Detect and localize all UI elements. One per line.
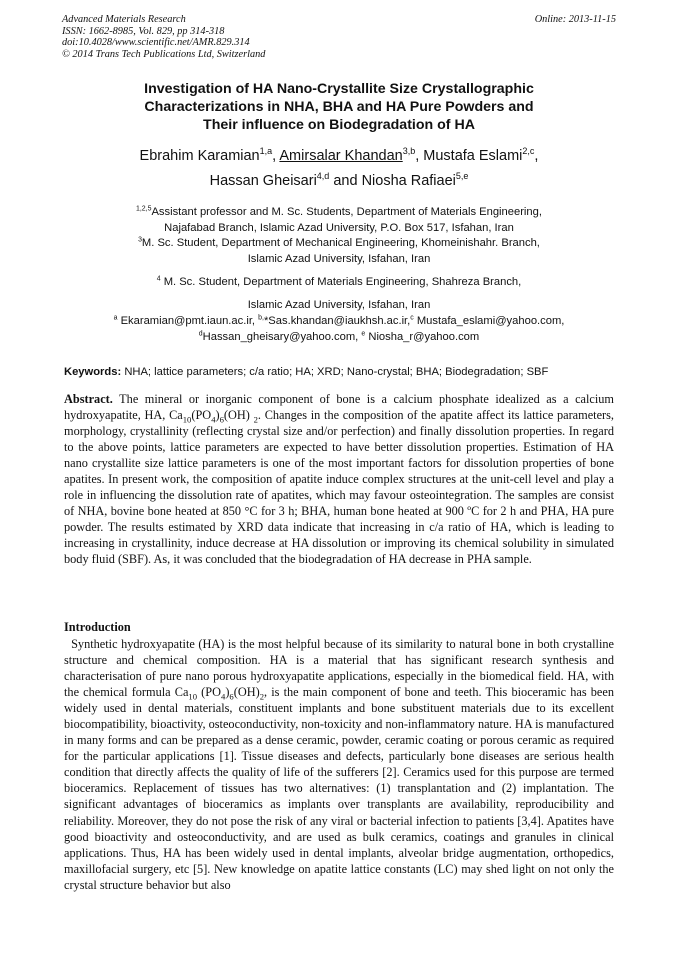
body-text: (PO <box>197 685 221 700</box>
affiliation-line: M. Sc. Student, Department of Mechanical Engineering, Khomeinishahr. Branch, <box>141 237 540 249</box>
title-line: Characterizations in NHA, BHA and HA Pure Powders and <box>144 99 534 115</box>
keywords-label: Keywords: <box>64 366 122 378</box>
affiliation-line: Assistant professor and M. Sc. Students, Department of Materials Engineering, <box>151 206 542 218</box>
email-sup: e <box>361 329 366 337</box>
email-sup: b, <box>258 314 264 322</box>
subscript: 10 <box>188 691 198 702</box>
affiliation-line: Najafabad Branch, Islamic Azad University, P.O. Box 517, Isfahan, Iran <box>164 221 514 234</box>
affiliation-line: Islamic Azad University, Isfahan, Iran <box>247 252 431 265</box>
author-sup: 3,b <box>402 146 416 157</box>
affiliation-sup: 4 <box>156 275 161 283</box>
author-list: Ebrahim Karamian$^{1,a}$, Amirsalar Khandan$^{3,b}$, Mustafa Eslami$^{2,c}$, Hassan Gheisari$^{4,d}$ and Niosha Rafiaei$^{5,e}$ <box>139 146 539 189</box>
affiliation-line: Islamic Azad University, Isfahan, Iran <box>247 299 431 311</box>
affiliation <box>60 236 618 267</box>
body-text: (OH) <box>233 685 260 700</box>
author-name: Mustafa Eslami <box>423 148 523 164</box>
author-name: Amirsalar Khandan <box>279 148 403 164</box>
doi: doi:10.4028/www.scientific.net/AMR.829.314 <box>62 37 250 49</box>
affiliation-sup: 3 <box>138 236 142 244</box>
keywords-text: NHA; lattice parameters; c/a ratio; HA; XRD; Nano-crystal; BHA; Biodegradation; SBF <box>124 366 549 378</box>
abstract-text: ) <box>215 408 220 423</box>
introduction-body <box>64 636 614 893</box>
affiliation <box>60 205 618 236</box>
title-line: Investigation of HA Nano-Crystallite Size Crystallographic <box>144 81 534 97</box>
email: Hassan_gheisary@yahoo.com, <box>202 330 359 343</box>
keywords <box>64 366 624 378</box>
copyright: © 2014 Trans Tech Publications Ltd, Switzerland <box>62 48 266 60</box>
email: Mustafa_eslami@yahoo.com, <box>416 315 565 327</box>
author-name: Hassan Gheisari <box>209 173 317 189</box>
author-name: Niosha Rafiaei <box>361 173 456 189</box>
affiliation-sup: 1,2,5 <box>136 205 152 213</box>
journal-header <box>62 14 616 60</box>
subscript: 4 <box>221 691 226 702</box>
section-heading: Introduction <box>64 620 131 634</box>
email: Niosha_r@yahoo.com <box>368 330 480 343</box>
body-text: Synthetic hydroxyapatite (HA) is the most helpful because of its similarity to natural bone in both crystalline structure and chemical composition. HA is a material that has significant research synthesis and characterisation of pure nano porous hydroxyapatite applications, especially in the biomedical field. HA, with the chemical formula Ca <box>64 637 614 700</box>
email-sup: a <box>113 314 118 322</box>
email-sup: d <box>198 329 203 337</box>
email-list <box>60 314 618 345</box>
email: Ekaramian@pmt.iaun.ac.ir, <box>120 315 256 327</box>
affiliation <box>60 271 618 317</box>
email: *Sas.khandan@iaukhsh.ac.ir, <box>263 315 411 327</box>
abstract <box>64 391 614 568</box>
abstract-text: . Changes in the composition of the apatite affect its lattice parameters, morphology, crystallinity (reflecting crystal size and/or perfection) and finally dissolution properties. In regard to the above points, lattice parameters are expected to have better dissolution properties. Estimation of HA nano crystallite size lattice parameters is one of the most important factors for dissolution properties of bone apatites. In present work, the composition of apatite induce complex structures at the unit-cell level and play a role in influencing the dissolution rate of apatites, which may favour osteointegration. The samples are consist of NHA, bovine bone heated at 850 °C for 3 h; BHA, human bone heated at 900 ºC for 2 h and PHA, HA pure powder. The results estimated by XRD data indicate that increasing in c/a ratio of HA, which is leading to increasing in crystallinity, induce decrease at HA dissolution or improving its chemical solubility in simulated body fluid (SBF). As, it was concluded that the biodegradation of HA decrease in PHA sample. <box>64 408 614 567</box>
abstract-label: Abstract. <box>64 392 113 406</box>
email-sup: c <box>410 314 414 322</box>
subscript: 10 <box>182 414 192 425</box>
subscript: 2 <box>259 691 264 702</box>
body-text: , is the main component of bone and teeth. This bioceramic has been widely used in dental materials, constituent implants and bone substituent materials due to its excellent biocompatibility, bioactivity, osteoconductivity, non-toxicity and non-inflammatory nature. HA is manufactured in many forms and can be prepared as a dense ceramic, powder, ceramic coating or porous ceramic as required for the particular applications [1]. Tissue diseases and defects, particularly bone diseases are serious health condition that directly affects the quality of life of the sufferers [2]. Ceramics used for this purpose are termed bioceramics. Replacement of tissues has two alternatives: (1) transplantation and (2) implantation. The significant advantages of bioceramics as implants over transplants are availability, reproducibility and reliability. Moreover, they do not pose the risk of any viral or bacterial infection to patients [3,4]. Apatites have good bioactivity and osteoconductivity, and are used as bulk ceramics, coatings and granules in clinical applications. Thus, HA has been widely used in dental implants, alveolar bridge augmentation, orthopedics, maxillofacial surgery, etc [5]. New knowledge on apatite lattice constants (LC) may shed light on not only the crystal structure behavior but also <box>64 685 614 892</box>
body-text: ) <box>225 685 230 700</box>
author-sup: 5,e <box>455 171 469 182</box>
subscript: 2 <box>253 414 258 425</box>
abstract-text: The mineral or inorganic component of bone is a calcium phosphate idealized as a calcium hydroxyapatite, HA, Ca <box>64 392 614 423</box>
author-sup: 4,d <box>316 171 330 182</box>
subscript: 6 <box>219 414 224 425</box>
issn: ISSN: 1662-8985, Vol. 829, pp 314-318 <box>62 25 225 37</box>
abstract-text: (OH) <box>223 408 250 423</box>
subscript: 6 <box>229 691 234 702</box>
journal-name: Advanced Materials Research <box>62 14 186 25</box>
author-conjunction: and <box>333 173 358 189</box>
author-sup: 1,a <box>259 146 273 157</box>
subscript: 4 <box>211 414 216 425</box>
paper-title <box>60 80 618 134</box>
affiliation-line: M. Sc. Student, Department of Materials Engineering, Shahreza Branch, <box>163 276 522 288</box>
title-line: Their influence on Biodegradation of HA <box>203 117 475 133</box>
author-name: Ebrahim Karamian <box>139 148 260 164</box>
author-sup: 2,c <box>522 146 535 157</box>
abstract-text: (PO <box>191 408 212 423</box>
online-date: Online: 2013-11-15 <box>534 14 616 25</box>
